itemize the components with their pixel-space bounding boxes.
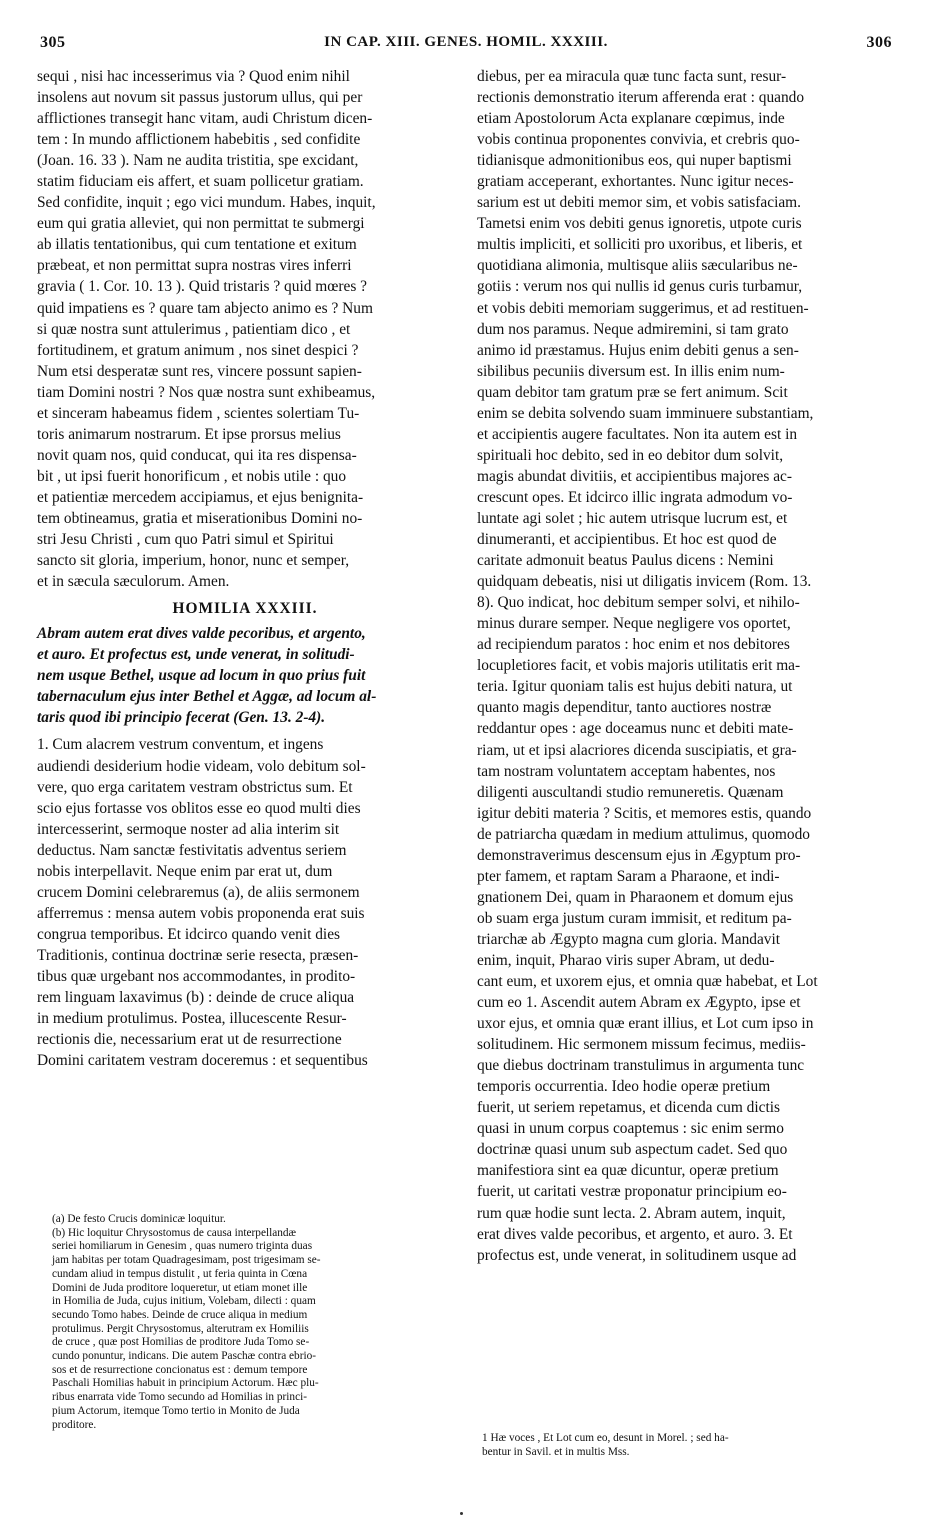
footnote-line: Domini de Juda proditore loqueretur, ut etiam monet ille (52, 1281, 308, 1294)
lemma-line: et auro. Et profectus est, unde venerat, in solitudi- (37, 646, 355, 664)
lemma-line: nem usque Bethel, usque ad locum in quo prius fuit (37, 667, 366, 685)
footnote-line: (a) De festo Crucis dominicæ loquitur. (52, 1213, 226, 1225)
footnote-line: sos et de resurrectione concionatus est : demum tempore (52, 1363, 308, 1376)
text-line: et vobis debiti memoriam suggerimus, et ad restituen- (477, 299, 809, 317)
text-line: 8). Quo indicat, hoc debitum semper solvi, et nihilo- (477, 594, 800, 612)
text-line: quanto magis dependitur, tanto auctiores nostræ (477, 699, 772, 717)
text-line: ob suam erga justum curam immisit, et reditum pa- (477, 909, 792, 927)
text-line: tibus quæ urgebant nos accommodantes, in prodito- (37, 967, 356, 985)
text-line: demonstraverimus descensum ejus in Ægyptum pro- (477, 846, 801, 864)
text-line: crescunt opes. Et idcirco illic ingrata admodum vo- (477, 488, 793, 506)
footnote-line: de cruce , quæ post Homilias de proditore Juda Tomo se- (52, 1336, 310, 1349)
text-line: tam nostram voluntatem acceptam habentes, nos (477, 762, 776, 780)
footnote-line: Paschali Homilias habuit in principium Actorum. Hæc plu- (52, 1377, 319, 1390)
left-footnotes (52, 1213, 452, 1432)
text-line: bit , ut ipsi fuerit honorificum , et nobis utile : quo (37, 467, 347, 485)
text-line: caritate admonuit beatus Paulus dicens : Nemini (477, 552, 774, 570)
homily-title: HOMILIA XXXIII. (172, 600, 318, 618)
text-line: gravia ( 1. Cor. 10. 13 ). Quid tristaris ? quid mœres ? (37, 278, 367, 296)
text-line: Domini caritatem vestram doceremus : et sequentibus (37, 1052, 368, 1070)
text-line: afferremus : mensa autem vobis proponenda erat suis (37, 904, 365, 922)
text-line: rectionis demonstratio iterum afferenda erat : quando (477, 89, 805, 107)
text-line: igitur debiti materia ? Scitis, et memores estis, quando (477, 804, 812, 822)
text-line: triarchæ ab Ægypto magna cum gloria. Mandavit (477, 930, 781, 948)
text-line: magis abundat divitiis, et accipientibus majores ac- (477, 467, 792, 485)
text-line: locupletiores facit, et vobis majoris utilitatis erit ma- (477, 657, 801, 675)
text-line: gnationem Dei, quam in Pharaonem et domum ejus (477, 888, 794, 906)
text-line: et accipientis augere facultates. Non ita autem est in (477, 425, 798, 443)
text-line: Sed confidite, inquit ; ego vici mundum. Habes, inquit, (37, 194, 376, 212)
text-line: riam, ut et ipsi alacriores dicenda suscipiatis, et gra- (477, 741, 797, 759)
text-line: Num etsi desperatæ sunt res, vincere possunt sapien- (37, 362, 362, 380)
footnote-line: ribus enarrata vide Tomo secundo ad Homilias in princi- (52, 1391, 307, 1404)
lemma-line: Abram autem erat dives valde pecoribus, et argento, (37, 625, 366, 643)
text-line: si quæ nostra sunt attulerimus , patientiam dico , et (37, 320, 351, 338)
text-line: novit quam nos, quid conducat, qui ita res dispensa- (37, 446, 357, 464)
text-line: manifestiora sint ea quæ dicuntur, operæ pretium (477, 1162, 779, 1180)
footnote-line: seriei homiliarum in Genesim , quas numero triginta duas (52, 1240, 313, 1253)
homily-body-text (37, 734, 453, 1071)
text-line: diebus, per ea miracula quæ tunc facta sunt, resur- (477, 68, 787, 85)
text-line: luntate agi solet ; hic autem utrisque lucrum est, et (477, 509, 788, 527)
text-line: 1. Cum alacrem vestrum conventum, et ingens (37, 736, 324, 754)
text-line: vobis continua proponentes convivia, et crebris quo- (477, 131, 800, 149)
footnote-line: (b) Hic loquitur Chrysostomus de causa interpellandæ (52, 1226, 297, 1239)
lemma-line: taris quod ibi principio fecerat (Gen. 13. 2-4). (37, 709, 326, 727)
footnote-line: 1 Hæ voces , Et Lot cum eo, desunt in Morel. ; sed ha- (482, 1432, 729, 1444)
left-column-text (37, 66, 453, 592)
text-line: quam debitor tam gratum præ se fert animum. Scit (477, 383, 788, 401)
text-line: sarium est ut debiti memor sim, et vobis satisfaciam. (477, 194, 801, 212)
text-line: quasi in unum corpus coaptemus : sic enim sermo (477, 1120, 784, 1138)
text-line: nobis interpellavit. Neque enim par erat ut, dum (37, 862, 333, 880)
text-line: ab illatis tentationibus, qui cum tentatione et exitum (37, 236, 357, 254)
text-line: que diebus doctrinam transtulimus in argumenta tunc (477, 1057, 805, 1075)
text-line: fortitudinem, et gratum animum , nos sinet despici ? (37, 341, 359, 359)
text-line: teria. Igitur quoniam talis est hujus debiti natura, ut (477, 678, 793, 696)
page-number-left: 305 (40, 34, 66, 51)
text-line: sequi , nisi hac incesserimus via ? Quod enim nihil (37, 68, 350, 85)
text-line: stri Jesu Christi , cum quo Patri simul et Spiritui (37, 531, 334, 549)
text-line: Traditionis, continua doctrinæ serie resecta, præsen- (37, 946, 359, 964)
text-line: rectionis die, necessarium erat ut de resurrectione (37, 1031, 342, 1049)
footnote-line: pium Actorum, itemque Tomo tertio in Monito de Juda (52, 1404, 300, 1417)
text-line: quid impatiens es ? quare tam abjecto animo es ? Num (37, 299, 373, 317)
text-line: etiam Apostolorum Acta explanare cœpimus, inde (477, 110, 785, 128)
text-line: et sinceram habeamus fidem , scientes solertiam Tu- (37, 404, 360, 422)
text-line: afflictiones transegit hanc vitam, audi Christum dicen- (37, 110, 373, 128)
running-head-title: IN CAP. XIII. GENES. HOMIL. XXXIII. (324, 34, 608, 50)
text-line: insolens aut novum sit passus justorum ullus, qui per (37, 89, 363, 107)
footnote-line: protulimus. Pergit Chrysostomus, alterutram ex Homiliis (52, 1322, 309, 1335)
footnote-line: proditore. (52, 1418, 97, 1431)
text-line: sibilibus pecuniis diversum est. In illis enim num- (477, 362, 785, 380)
text-line: multis impliciti, et solliciti pro uxoribus, et liberis, et (477, 236, 803, 254)
text-line: tiam Domini nostri ? Nos quæ nostra sunt exhibeamus, (37, 383, 376, 401)
text-line: animo id præstamus. Hujus enim debiti genus a sen- (477, 341, 799, 359)
text-line: et in sæcula sæculorum. Amen. (37, 573, 230, 591)
text-line: reddantur opes : age doceamus nunc et debiti mate- (477, 720, 794, 738)
text-line: profectus est, unde venerat, in solitudinem usque ad (477, 1246, 797, 1264)
text-line: enim, inquit, Pharao viris super Abram, ut dedu- (477, 951, 775, 969)
page-mark (460, 1512, 463, 1515)
text-line: cum eo 1. Ascendit autem Abram ex Ægypto, ipse et (477, 994, 801, 1012)
footnote-line: jam habitas per totam Quadragesimam, post trigesimam se- (52, 1254, 321, 1267)
text-line: vere, quo erga caritatem vestram obstrictus sum. Et (37, 778, 353, 796)
right-column-text (477, 66, 893, 1266)
text-line: doctrinæ quasi unum sub aspectum cadet. Sed quo (477, 1141, 788, 1159)
text-line: intercesserint, sermoque noster ad alia interim sit (37, 820, 340, 838)
running-header (40, 34, 892, 56)
text-line: rem linguam laxavimus (b) : deinde de cruce aliqua (37, 989, 355, 1007)
text-line: de patriarcha quædam in medium attulimus, quomodo (477, 825, 810, 843)
text-line: minus durare semper. Neque negligere vos oportet, (477, 615, 791, 633)
footnote-line: bentur in Savil. et in multis Mss. (482, 1445, 630, 1458)
text-line: præbeat, et non permittat supra nostras vires inferri (37, 257, 352, 275)
text-line: solitudinem. Hic sermonem missum fecimus, mediis- (477, 1036, 806, 1054)
text-line: fuerit, ut seriem repetamus, et dicenda cum dictis (477, 1099, 781, 1117)
text-line: (Joan. 16. 33 ). Nam ne audita tristitia, spe excidant, (37, 152, 359, 170)
text-line: spirituali hoc debito, sed in eo debitor dum solvit, (477, 446, 784, 464)
text-line: uxor ejus, et omnia quæ erant illius, et Lot cum ipso in (477, 1015, 814, 1033)
text-line: cant eum, et uxorem ejus, et omnia quæ habebat, et Lot (477, 973, 818, 991)
text-line: statim fiduciam eis affert, et suam pollicetur gratiam. (37, 173, 364, 191)
text-line: in medium protulimus. Postea, illucescente Resur- (37, 1010, 347, 1028)
text-line: quotidiana alimonia, multisque aliis sæcularibus ne- (477, 257, 798, 275)
footnote-line: in Homilia de Juda, cujus initium, Volebam, dilecti : quam (52, 1295, 316, 1308)
text-line: fuerit, ut caritati vestræ proponatur principium eo- (477, 1183, 787, 1201)
right-footnotes (482, 1432, 892, 1459)
text-line: tem : In mundo afflictionem habebitis , sed confidite (37, 131, 361, 149)
text-line: tem obtineamus, gratia et miserationibus Domini no- (37, 509, 363, 527)
text-line: quidquam debeatis, nisi ut diligatis invicem (Rom. 13. (477, 573, 812, 591)
text-line: temporis occurrentia. Ideo hodie operæ pretium (477, 1078, 771, 1096)
text-line: congrua temporibus. Et idcirco quando venit dies (37, 925, 341, 943)
text-line: crucem Domini celebraremus (a), de aliis sermonem (37, 883, 360, 901)
left-column (37, 66, 453, 1071)
text-line: pter famem, et raptam Saram a Pharaone, et indi- (477, 867, 780, 885)
scripture-lemma (37, 623, 453, 728)
text-line: tidianisque admonitionibus eos, qui nuper baptismi (477, 152, 792, 170)
text-line: audiendi desiderium hodie videam, volo debitum sol- (37, 757, 366, 775)
text-line: deductus. Nam sanctæ festivitatis adventus seriem (37, 841, 347, 859)
text-line: toris animarum nostrarum. Et ipse prorsus melius (37, 425, 341, 443)
text-line: et patientiæ mercedem accipiamus, et ejus benignita- (37, 488, 364, 506)
footnote-line: cundo ponuntur, indicans. Die autem Paschæ contra ebrio- (52, 1350, 317, 1363)
page-number-right: 306 (866, 34, 892, 51)
text-line: dinumeranti, et accipientibus. Et hoc est quod de (477, 531, 777, 549)
text-line: diligenti auscultandi studio remuneretis. Quænam (477, 783, 784, 801)
text-line: eum qui gratia alleviet, qui non permittat te submergi (37, 215, 365, 233)
text-line: gotiis : verum nos qui nullis id genus curis turbamur, (477, 278, 803, 296)
text-line: gratiam acceperant, exhortantes. Nunc igitur neces- (477, 173, 794, 191)
text-line: sancto sit gloria, imperium, honor, nunc et semper, (37, 552, 350, 570)
text-line: ad recipiendum paratos : hoc enim et nos debitores (477, 636, 790, 654)
lemma-line: tabernaculum ejus inter Bethel et Aggæ, ad locum al- (37, 688, 377, 706)
text-line: dum nos paramus. Neque admiremini, si tam grato (477, 320, 789, 338)
text-line: Tametsi enim vos debiti genus ignoretis, utpote curis (477, 215, 802, 233)
text-line: rum quæ hodie sunt lecta. 2. Abram autem, inquit, (477, 1204, 786, 1222)
right-column (477, 66, 893, 1266)
footnote-line: cundam aliud in tempus distulit , ut feria quinta in Cœna (52, 1267, 308, 1280)
text-line: enim se debita solvendo suam imminuere substantiam, (477, 404, 814, 422)
text-line: scio ejus fortasse vos oblitos esse eo quod multi dies (37, 799, 361, 817)
footnote-line: secundo Tomo habes. Deinde de cruce aliqua in medium (52, 1308, 308, 1321)
text-line: erat dives valde pecoribus, et argento, et auro. 3. Et (477, 1225, 793, 1243)
